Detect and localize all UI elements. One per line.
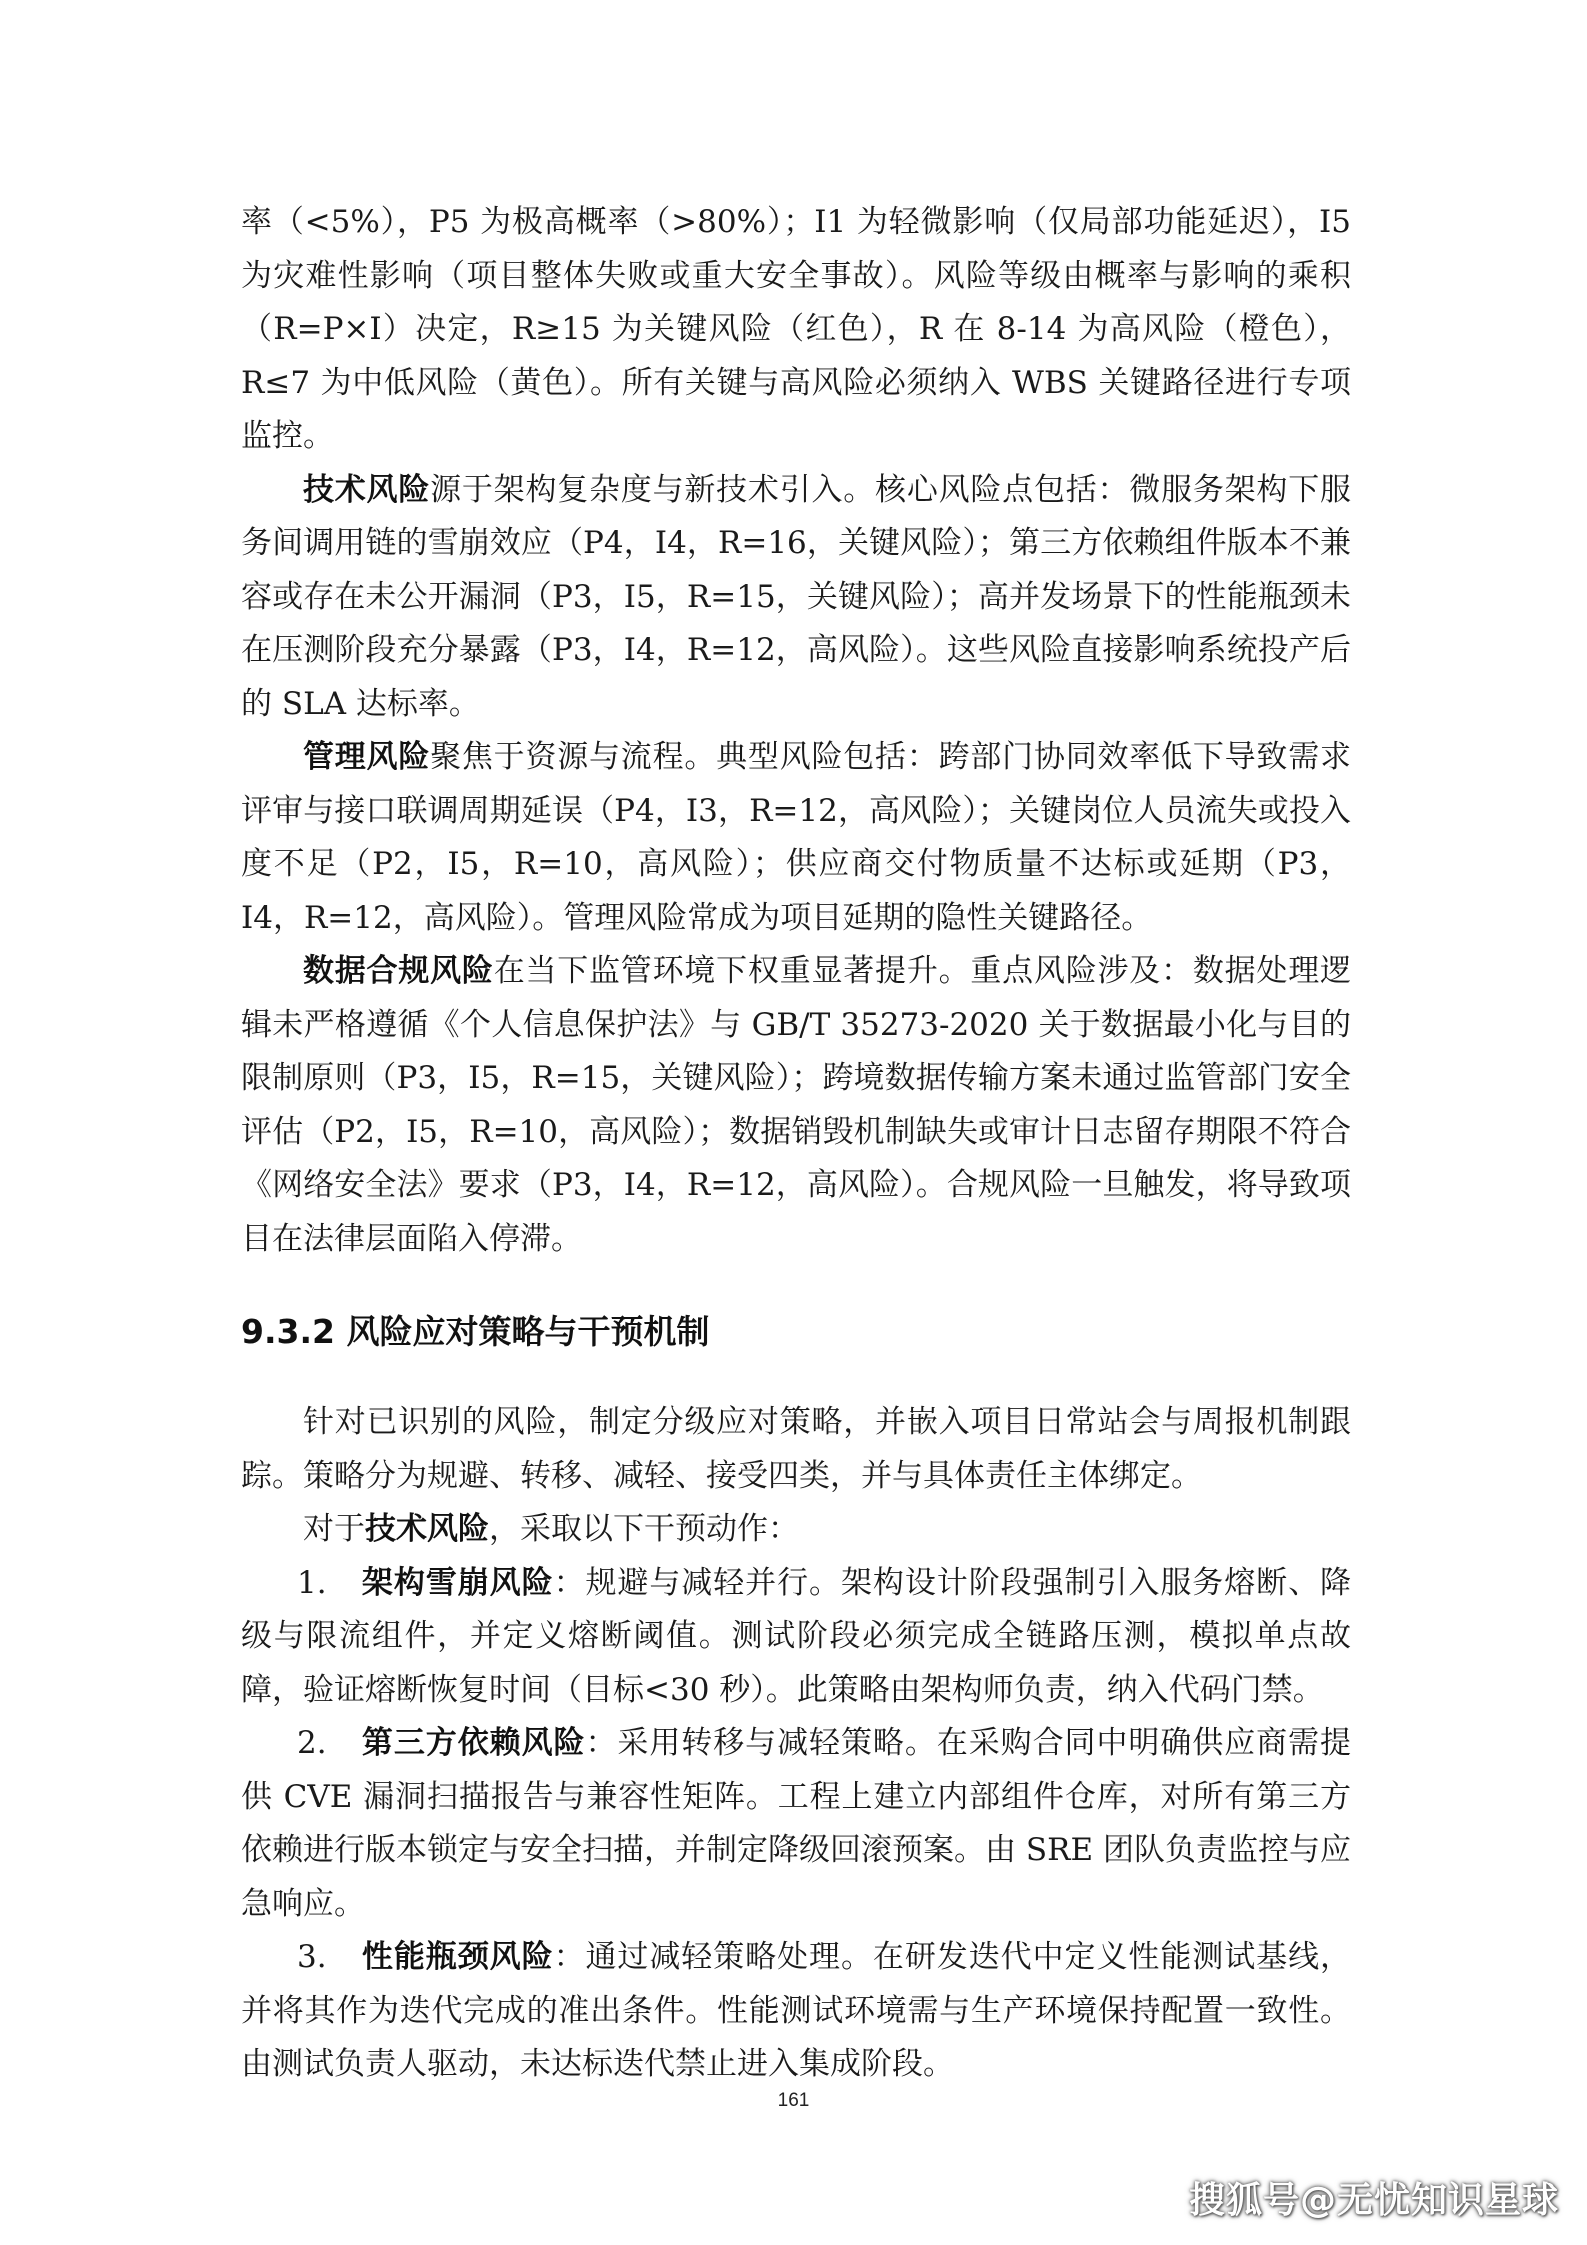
page-number: 161 [777, 2090, 810, 2111]
section-lead-bold: 技术风险 [365, 1511, 489, 1547]
list-item-text: ：通过减轻策略处理。在研发迭代中定义性能测试基线，并将其作为迭代完成的准出条件。性能测试环境需与生产环境保持配置一致性。由测试负责人驱动，未达标迭代禁止进入集成阶段。 [241, 1939, 1352, 2082]
list-item-number: 2. [297, 1725, 327, 1761]
data-compliance-risk-heading: 数据合规风险 [303, 953, 494, 989]
section-intro-text: 针对已识别的风险，制定分级应对策略，并嵌入项目日常站会与周报机制跟踪。策略分为规避、转移、减轻、接受四类，并与具体责任主体绑定。 [241, 1404, 1351, 1494]
list-item-number: 1. [297, 1564, 327, 1601]
list-item-text: ：规避与减轻并行。架构设计阶段强制引入服务熔断、降级与限流组件，并定义熔断阈值。测试阶段必须完成全链路压测，模拟单点故障，验证熔断恢复时间（目标<30 秒）。此策略由架构师负责，纳入代码门禁。 [241, 1564, 1352, 1708]
paragraph-technical-risk [241, 464, 1351, 732]
list-item [241, 1557, 1351, 1718]
technical-risk-text: 源于架构复杂度与新技术引入。核心风险点包括：微服务架构下服务间调用链的雪崩效应（P4，I4，R=16，关键风险）；第三方依赖组件版本不兼容或存在未公开漏洞（P3，I5，R=15，关键风险）；高并发场景下的性能瓶颈未在压测阶段充分暴露（P3，I4，R=12，高风险）。这些风险直接影响系统投产后的 SLA 达标率。 [241, 471, 1351, 722]
list-item-title: 第三方依赖风险 [361, 1725, 586, 1761]
section-heading: 9.3.2 风险应对策略与干预机制 [241, 1312, 710, 1351]
list-item-title: 架构雪崩风险 [361, 1564, 554, 1601]
paragraph-management-risk [241, 731, 1351, 945]
technical-risk-heading: 技术风险 [303, 471, 431, 508]
section-lead-prefix: 对于 [303, 1511, 365, 1547]
management-risk-text: 聚焦于资源与流程。典型风险包括：跨部门协同效率低下导致需求评审与接口联调周期延误（P4，I3，R=12，高风险）；关键岗位人员流失或投入度不足（P2，I5，R=10，高风险）；供应商交付物质量不达标或延期（P3，I4，R=12，高风险）。管理风险常成为项目延期的隐性关键路径。 [241, 739, 1351, 936]
paragraph-risk-levels-text: 率（<5%），P5 为极高概率（>80%）；I1 为轻微影响（仅局部功能延迟），I5 为灾难性影响（项目整体失败或重大安全事故）。风险等级由概率与影响的乘积（R=P×I）决定，R≥15 为关键风险（红色），R 在 8-14 为高风险（橙色），R≤7 为中低风险（黄色）。所有关键与高风险必须纳入 WBS 关键路径进行专项监控。 [241, 204, 1351, 454]
management-risk-heading: 管理风险 [303, 739, 431, 775]
section-lead [241, 1503, 1351, 1557]
list-item-text: ：采用转移与减轻策略。在采购合同中明确供应商需提供 CVE 漏洞扫描报告与兼容性矩阵。工程上建立内部组件仓库，对所有第三方依赖进行版本锁定与安全扫描，并制定降级回滚预案。由 SRE 团队负责监控与应急响应。 [241, 1725, 1351, 1922]
watermark: 搜狐号@无忧知识星球 [1188, 2180, 1559, 2221]
list-item [241, 1931, 1351, 2092]
list-item-title: 性能瓶颈风险 [361, 1939, 554, 1975]
page-content [241, 196, 1351, 2092]
paragraph-risk-levels [241, 196, 1351, 464]
list-item-number: 3. [297, 1939, 327, 1975]
data-compliance-risk-text: 在当下监管环境下权重显著提升。重点风险涉及：数据处理逻辑未严格遵循《个人信息保护法》与 GB/T 35273-2020 关于数据最小化与目的限制原则（P3，I5，R=15，关键风险）；跨境数据传输方案未通过监管部门安全评估（P2，I5，R=10，高风险）；数据销毁机制缺失或审计日志留存期限不符合《网络安全法》要求（P3，I4，R=12，高风险）。合规风险一旦触发，将导致项目在法律层面陷入停滞。 [241, 953, 1351, 1257]
section-intro [241, 1396, 1351, 1503]
paragraph-data-compliance-risk [241, 945, 1351, 1266]
list-item [241, 1717, 1351, 1931]
section-lead-suffix: ，采取以下干预动作： [489, 1511, 799, 1547]
